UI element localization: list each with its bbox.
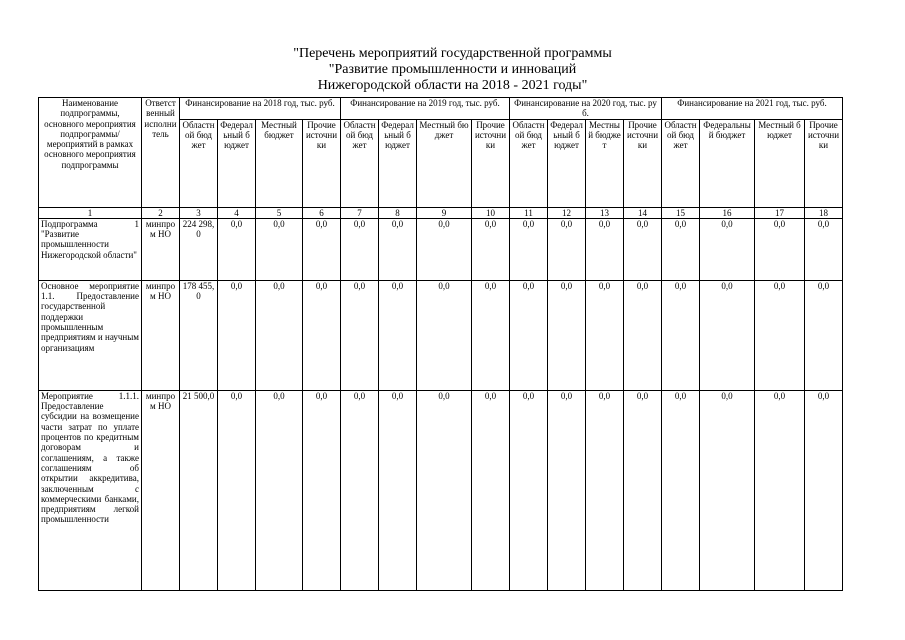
value-cell: 0,0 <box>586 390 624 590</box>
value-cell: 0,0 <box>303 390 341 590</box>
row-name: Подпрограмма 1 "Развитие промышленности Нижегородской области" <box>39 218 142 280</box>
header-federal-budget: Федеральный бюджет <box>700 119 755 207</box>
row-executor: минпром НО <box>142 280 180 390</box>
value-cell: 0,0 <box>256 218 303 280</box>
value-cell: 21 500,0 <box>180 390 218 590</box>
header-name-column: Наименование подпрограммы, основного мероприятия подпрограммы/мероприятий в рамках основного мероприятия подпрограммы <box>39 98 142 208</box>
column-number: 17 <box>755 207 805 218</box>
value-cell: 0,0 <box>341 390 379 590</box>
value-cell: 0,0 <box>218 390 256 590</box>
value-cell: 0,0 <box>662 280 700 390</box>
table-row <box>39 390 843 590</box>
value-cell: 0,0 <box>662 218 700 280</box>
title-line-3: Нижегородской области на 2018 - 2021 годы" <box>317 78 588 93</box>
header-other-sources: Прочие источники <box>472 119 510 207</box>
value-cell: 0,0 <box>417 390 472 590</box>
header-year-2020: Финансирование на 2020 год, тыс. руб. <box>510 98 662 120</box>
value-cell: 0,0 <box>805 280 843 390</box>
header-other-sources: Прочие источники <box>805 119 843 207</box>
value-cell: 0,0 <box>379 390 417 590</box>
value-cell: 0,0 <box>472 280 510 390</box>
value-cell: 0,0 <box>510 390 548 590</box>
header-local-budget: Местный бюджет <box>586 119 624 207</box>
value-cell: 0,0 <box>417 218 472 280</box>
title-line-2: "Развитие промышленности и инноваций <box>328 62 577 77</box>
row-name: Мероприятие 1.1.1. Предоставление субсидии на возмещение части затрат по уплате процентов по кредитным договорам и соглашениям, а также соглашениям об открытии аккредитива, заключенным с коммерческими банками, предприятиям легкой промышленности <box>39 390 142 590</box>
header-year-2019: Финансирование на 2019 год, тыс. руб. <box>341 98 510 120</box>
column-number: 13 <box>586 207 624 218</box>
header-federal-budget: Федеральный бюджет <box>548 119 586 207</box>
column-number: 8 <box>379 207 417 218</box>
value-cell: 0,0 <box>303 218 341 280</box>
value-cell: 178 455,0 <box>180 280 218 390</box>
header-federal-budget: Федеральный бюджет <box>218 119 256 207</box>
value-cell: 0,0 <box>700 218 755 280</box>
header-federal-budget: Федеральный бюджет <box>379 119 417 207</box>
value-cell: 0,0 <box>805 390 843 590</box>
header-local-budget: Местный бюджет <box>417 119 472 207</box>
value-cell: 0,0 <box>218 280 256 390</box>
column-number: 12 <box>548 207 586 218</box>
header-other-sources: Прочие источники <box>303 119 341 207</box>
header-executor-column: Ответственный исполнитель <box>142 98 180 208</box>
row-name: Основное мероприятие 1.1. Предоставление государственной поддержки промышленным предприятиям и научным организациям <box>39 280 142 390</box>
column-number: 11 <box>510 207 548 218</box>
header-regional-budget: Областной бюджет <box>662 119 700 207</box>
column-number: 7 <box>341 207 379 218</box>
column-number: 6 <box>303 207 341 218</box>
value-cell: 0,0 <box>548 218 586 280</box>
header-year-2018: Финансирование на 2018 год, тыс. руб. <box>180 98 341 120</box>
value-cell: 0,0 <box>472 390 510 590</box>
table-row <box>39 218 843 280</box>
table-row <box>39 280 843 390</box>
value-cell: 0,0 <box>755 280 805 390</box>
value-cell: 0,0 <box>218 218 256 280</box>
column-number: 14 <box>624 207 662 218</box>
column-number: 4 <box>218 207 256 218</box>
header-year-2021: Финансирование на 2021 год, тыс. руб. <box>662 98 843 120</box>
value-cell: 0,0 <box>379 218 417 280</box>
header-regional-budget: Областной бюджет <box>510 119 548 207</box>
value-cell: 0,0 <box>662 390 700 590</box>
value-cell: 0,0 <box>755 218 805 280</box>
value-cell: 0,0 <box>586 280 624 390</box>
column-number: 15 <box>662 207 700 218</box>
value-cell: 0,0 <box>510 218 548 280</box>
column-number: 9 <box>417 207 472 218</box>
column-number: 5 <box>256 207 303 218</box>
header-other-sources: Прочие источники <box>624 119 662 207</box>
column-number: 1 <box>39 207 142 218</box>
value-cell: 0,0 <box>755 390 805 590</box>
column-number: 16 <box>700 207 755 218</box>
value-cell: 0,0 <box>256 280 303 390</box>
value-cell: 0,0 <box>624 390 662 590</box>
header-local-budget: Местный бюджет <box>256 119 303 207</box>
value-cell: 0,0 <box>472 218 510 280</box>
value-cell: 0,0 <box>624 218 662 280</box>
value-cell: 0,0 <box>303 280 341 390</box>
value-cell: 0,0 <box>510 280 548 390</box>
value-cell: 0,0 <box>700 280 755 390</box>
header-local-budget: Местный бюджет <box>755 119 805 207</box>
value-cell: 0,0 <box>256 390 303 590</box>
value-cell: 0,0 <box>417 280 472 390</box>
column-number: 2 <box>142 207 180 218</box>
value-cell: 0,0 <box>805 218 843 280</box>
header-regional-budget: Областной бюджет <box>180 119 218 207</box>
value-cell: 0,0 <box>586 218 624 280</box>
value-cell: 0,0 <box>548 390 586 590</box>
column-number: 10 <box>472 207 510 218</box>
value-cell: 0,0 <box>624 280 662 390</box>
column-number-row <box>39 207 843 218</box>
programme-table <box>38 97 843 591</box>
value-cell: 224 298,0 <box>180 218 218 280</box>
column-number: 18 <box>805 207 843 218</box>
row-executor: минпром НО <box>142 390 180 590</box>
value-cell: 0,0 <box>548 280 586 390</box>
row-executor: минпром НО <box>142 218 180 280</box>
value-cell: 0,0 <box>700 390 755 590</box>
value-cell: 0,0 <box>379 280 417 390</box>
title-line-1: "Перечень мероприятий государственной программы <box>293 46 612 61</box>
column-number: 3 <box>180 207 218 218</box>
header-regional-budget: Областной бюджет <box>341 119 379 207</box>
value-cell: 0,0 <box>341 218 379 280</box>
document-title <box>0 46 905 94</box>
value-cell: 0,0 <box>341 280 379 390</box>
header-row-1 <box>39 98 843 120</box>
